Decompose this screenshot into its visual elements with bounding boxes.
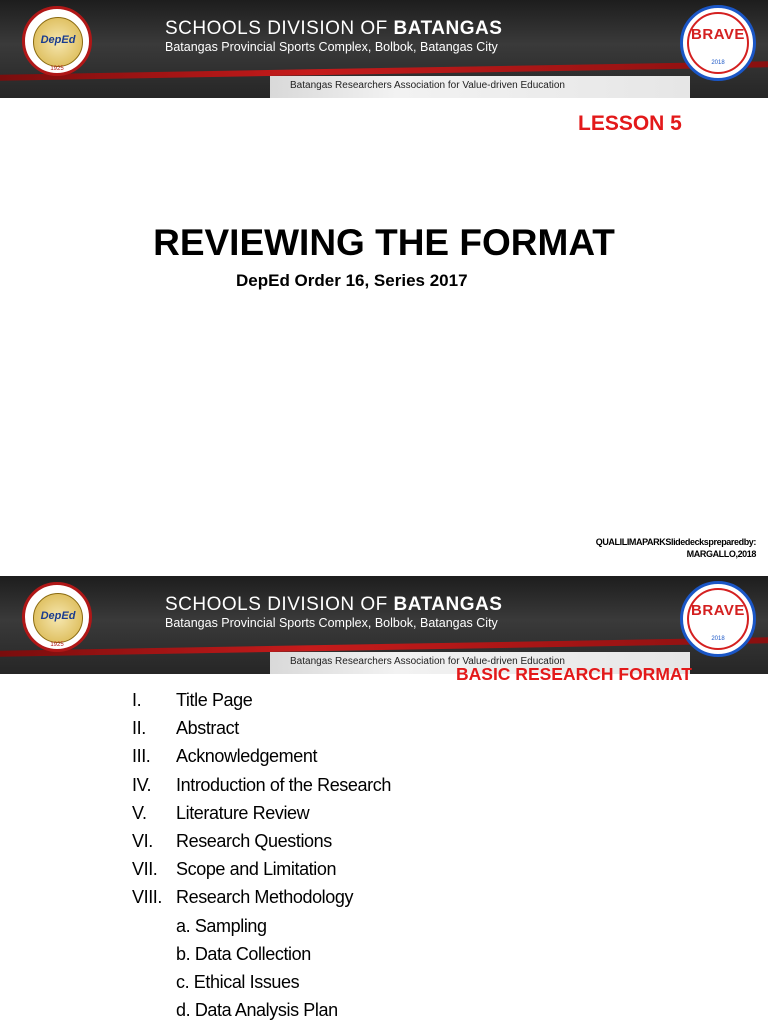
slide-subtitle: DepEd Order 16, Series 2017 <box>236 271 468 290</box>
outline-subitem: b. Data Collection <box>176 943 311 964</box>
brave-logo-year: 2018 <box>711 60 725 66</box>
outline-item: VII. Scope and Limitation <box>132 859 337 880</box>
slide-title: REVIEWING THE FORMAT <box>153 222 615 263</box>
brave-logo-year: 2018 <box>711 636 725 642</box>
outline-item: V. Literature Review <box>132 802 310 823</box>
seal-label: DepEd <box>40 34 76 46</box>
banner-address: Batangas Provincial Sports Complex, Bolbok, Batangas City <box>165 40 498 54</box>
header-banner <box>0 0 768 98</box>
brave-logo <box>680 5 756 81</box>
banner-title: SCHOOLS DIVISION OF BATANGAS <box>165 594 503 615</box>
outline-item: VIII. Research Methodology <box>132 887 354 908</box>
banner-address: Batangas Provincial Sports Complex, Bolbok, Batangas City <box>165 616 498 630</box>
header-banner <box>0 576 768 674</box>
seal-label: DepEd <box>40 610 76 622</box>
brave-logo <box>680 581 756 657</box>
deped-seal-logo <box>22 6 92 76</box>
slide-credit: QUALILIMAPARKSlidedeckspreparedby: MARGALLO,2018 <box>595 537 756 559</box>
format-outline-list <box>132 686 391 1024</box>
outline-item: IV. Introduction of the Research <box>132 774 391 795</box>
lesson-label: LESSON 5 <box>578 112 682 135</box>
outline-item: I. Title Page <box>132 690 253 710</box>
section-heading: BASIC RESEARCH FORMAT <box>456 664 692 684</box>
brave-logo-text: BRAVE <box>691 26 745 43</box>
outline-item: VI. Research Questions <box>132 830 332 851</box>
seal-year: 1925 <box>50 66 64 72</box>
outline-item: II. Abstract <box>132 718 239 739</box>
slide-research-format <box>0 576 768 1024</box>
outline-subitem: d. Data Analysis Plan <box>176 1000 338 1021</box>
outline-subitem: c. Ethical Issues <box>176 971 300 992</box>
brave-logo-text: BRAVE <box>691 602 745 619</box>
outline-item: III. Acknowledgement <box>132 746 318 767</box>
outline-subitem: a. Sampling <box>176 915 267 936</box>
banner-title: SCHOOLS DIVISION OF BATANGAS <box>165 18 503 39</box>
banner-association-text: Batangas Researchers Association for Value-driven Education <box>290 80 565 91</box>
seal-year: 1925 <box>50 642 64 648</box>
deped-seal-logo <box>22 582 92 652</box>
banner-association-text: Batangas Researchers Association for Value-driven Education <box>290 656 565 667</box>
